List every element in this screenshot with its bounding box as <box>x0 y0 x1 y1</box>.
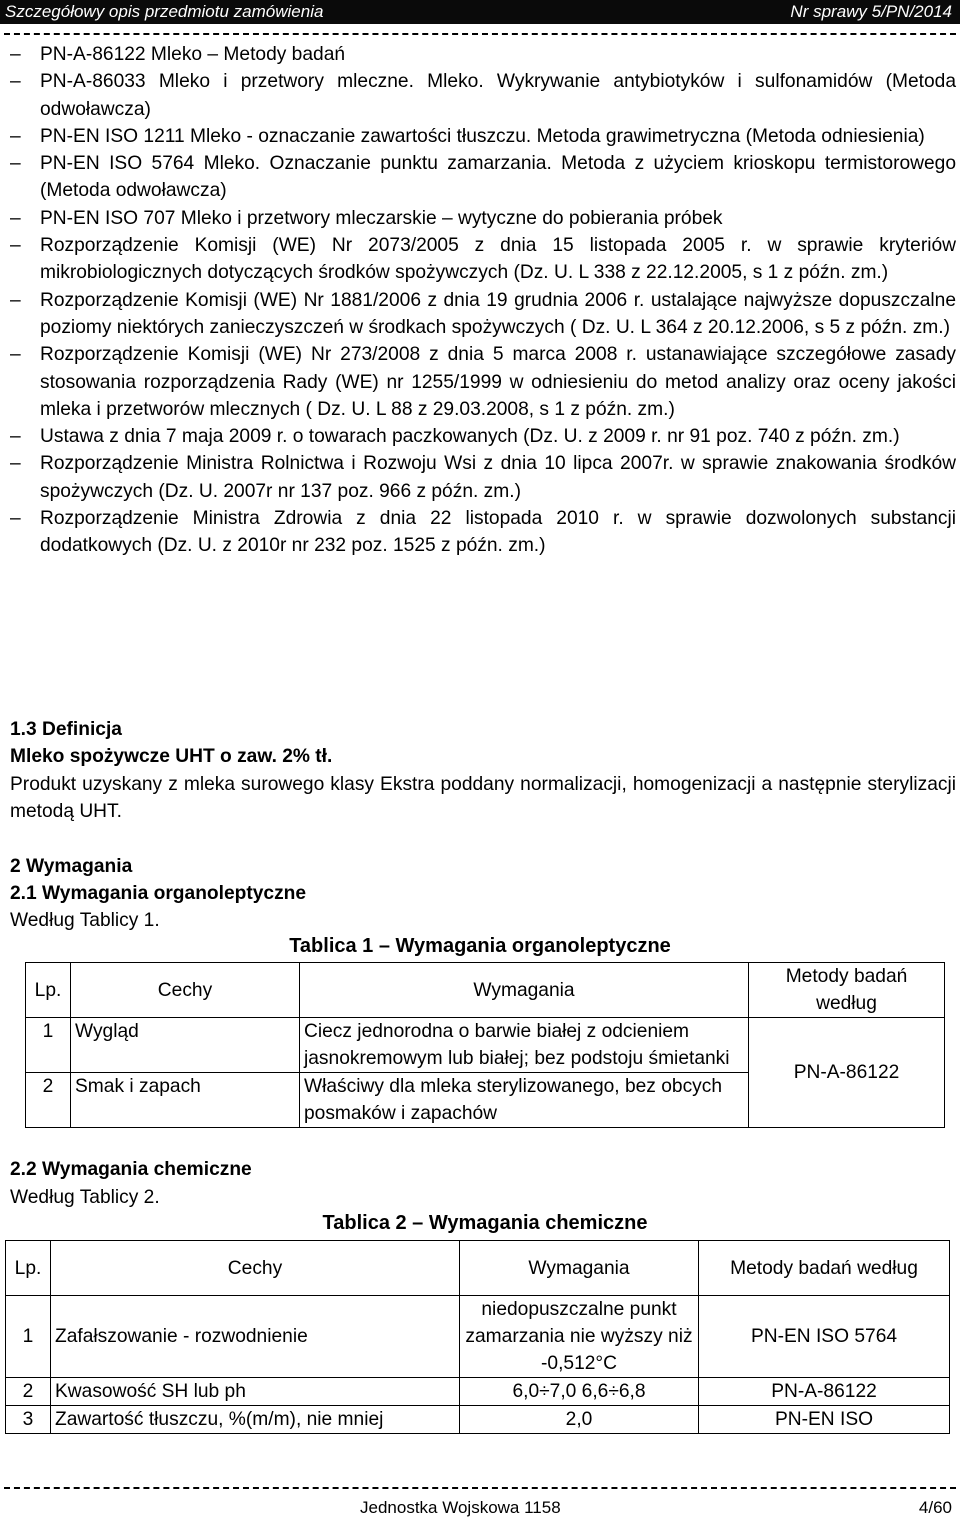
list-item: – Rozporządzenie Komisji (WE) Nr 2073/2005 z dnia 15 listopada 2005 r. w sprawie kryteriów mikrobiologicznych dotyczących środków spożywczych (Dz. U. L 338 z 22.12.2005, s 1 z późn. zm.) <box>10 232 956 287</box>
cell-cecha: Kwasowość SH lub ph <box>51 1378 460 1406</box>
bullet-dash: – <box>10 235 21 257</box>
cell-metoda: PN-A-86122 <box>699 1378 950 1406</box>
table-row <box>6 1406 950 1434</box>
table-row <box>6 1378 950 1406</box>
cell-lp: 1 <box>26 1018 71 1073</box>
cell-wymagania: Ciecz jednorodna o barwie białej z odcieniem jasnokremowym lub białej; bez podstoju śmietanki <box>300 1018 749 1073</box>
chemical-table <box>5 1240 950 1434</box>
cell-lp: 1 <box>6 1296 51 1378</box>
cell-lp: 2 <box>6 1378 51 1406</box>
cell-wymagania: niedopuszczalne punkt zamarzania nie wyższy niż -0,512°C <box>460 1296 699 1378</box>
product-name: Mleko spożywcze UHT o zaw. 2% tł. <box>10 746 333 767</box>
bullet-dash: – <box>10 344 21 366</box>
col-cechy: Cechy <box>71 963 300 1018</box>
cell-lp: 3 <box>6 1406 51 1434</box>
product-description: Produkt uzyskany z mleka surowego klasy Ekstra poddany normalizacji, homogenizacji a następnie sterylizacji metodą UHT. <box>10 774 956 822</box>
cell-cecha: Smak i zapach <box>71 1073 300 1128</box>
cell-lp: 2 <box>26 1073 71 1128</box>
bullet-dash: – <box>10 289 21 311</box>
chemical-heading: 2.2 Wymagania chemiczne <box>10 1159 252 1180</box>
list-item: – Ustawa z dnia 7 maja 2009 r. o towarach paczkowanych (Dz. U. z 2009 r. nr 91 poz. 740 z późn. zm.) <box>10 423 956 450</box>
cell-metoda: PN-EN ISO <box>699 1406 950 1434</box>
requirements-heading: 2 Wymagania <box>10 856 133 877</box>
col-wymagania: Wymagania <box>460 1241 699 1296</box>
list-item: – Rozporządzenie Ministra Rolnictwa i Rozwoju Wsi z dnia 10 lipca 2007r. w sprawie znakowania środków spożywczych (Dz. U. 2007r nr 137 poz. 966 z późn. zm.) <box>10 450 956 505</box>
footer-unit: Jednostka Wojskowa 1158 <box>360 1498 561 1517</box>
footer-page-number: 4/60 <box>918 1498 952 1517</box>
list-item: – Rozporządzenie Komisji (WE) Nr 1881/2006 z dnia 19 grudnia 2006 r. ustalające najwyższe dopuszczalne poziomy niektórych zanieczyszczeń w środkach spożywczych ( Dz. U. L 364 z 20.12.2006, s 5 z późn. zm.) <box>10 287 956 342</box>
list-item: – PN-A-86033 Mleko i przetwory mleczne. Mleko. Wykrywanie antybiotyków i sulfonamidów (Metoda odwoławcza) <box>10 68 956 123</box>
bullet-dash: – <box>10 153 21 175</box>
norms-list <box>10 41 956 560</box>
col-metody: Metody badań według <box>699 1241 950 1296</box>
col-lp: Lp. <box>6 1241 51 1296</box>
definition-heading: 1.3 Definicja <box>10 719 122 740</box>
list-item: – PN-EN ISO 707 Mleko i przetwory mleczarskie – wytyczne do pobierania próbek <box>10 205 956 232</box>
list-item: – PN-EN ISO 1211 Mleko - oznaczanie zawartości tłuszczu. Metoda grawimetryczna (Metoda odniesienia) <box>10 123 956 150</box>
organoleptic-heading: 2.1 Wymagania organoleptyczne <box>10 883 307 904</box>
organoleptic-table-ref: Według Tablicy 1. <box>10 910 160 931</box>
col-lp: Lp. <box>26 963 71 1018</box>
cell-wymagania: Właściwy dla mleka sterylizowanego, bez obcych posmaków i zapachów <box>300 1073 749 1128</box>
cell-metoda: PN-A-86122 <box>749 1018 945 1128</box>
bullet-dash: – <box>10 426 21 448</box>
bullet-dash: – <box>10 125 21 147</box>
col-cechy: Cechy <box>51 1241 460 1296</box>
bullet-dash: – <box>10 508 21 530</box>
table-row <box>26 1018 945 1073</box>
table-row <box>6 1296 950 1378</box>
cell-cecha: Zafałszowanie - rozwodnienie <box>51 1296 460 1378</box>
cell-wymagania: 6,0÷7,0 6,6÷6,8 <box>460 1378 699 1406</box>
list-item: – Rozporządzenie Komisji (WE) Nr 273/2008 z dnia 5 marca 2008 r. ustanawiające szczegółowe zasady stosowania rozporządzenia Rady (WE) nr 1255/1999 w odniesieniu do metod analizy oraz oceny jakości mleka i przetworów mlecznych ( Dz. U. L 88 z 29.03.2008, s 1 z późn. zm.) <box>10 341 956 423</box>
table2-caption: Tablica 2 – Wymagania chemiczne <box>322 1212 648 1234</box>
cell-cecha: Zawartość tłuszczu, %(m/m), nie mniej <box>51 1406 460 1434</box>
bullet-dash: – <box>10 453 21 475</box>
list-item: – PN-EN ISO 5764 Mleko. Oznaczanie punktu zamarzania. Metoda z użyciem krioskopu termistorowego (Metoda odwoławcza) <box>10 150 956 205</box>
header-case-number: Nr sprawy 5/PN/2014 <box>790 2 952 21</box>
footer-separator <box>4 1487 956 1489</box>
list-item: – PN-A-86122 Mleko – Metody badań <box>10 41 956 68</box>
bullet-dash: – <box>10 207 21 229</box>
bullet-dash: – <box>10 44 21 65</box>
bullet-dash: – <box>10 71 21 93</box>
page-header <box>0 0 960 24</box>
organoleptic-table <box>25 962 945 1128</box>
col-wymagania: Wymagania <box>300 963 749 1018</box>
chemical-table-ref: Według Tablicy 2. <box>10 1187 160 1208</box>
header-separator <box>4 33 956 35</box>
cell-wymagania: 2,0 <box>460 1406 699 1434</box>
table1-caption: Tablica 1 – Wymagania organoleptyczne <box>289 935 671 957</box>
cell-cecha: Wygląd <box>71 1018 300 1073</box>
header-title: Szczegółowy opis przedmiotu zamówienia <box>5 2 324 21</box>
col-metody: Metody badań według <box>749 963 945 1018</box>
cell-metoda: PN-EN ISO 5764 <box>699 1296 950 1378</box>
list-item: – Rozporządzenie Ministra Zdrowia z dnia 22 listopada 2010 r. w sprawie dozwolonych substancji dodatkowych (Dz. U. z 2010r nr 232 poz. 1525 z późn. zm.) <box>10 505 956 560</box>
